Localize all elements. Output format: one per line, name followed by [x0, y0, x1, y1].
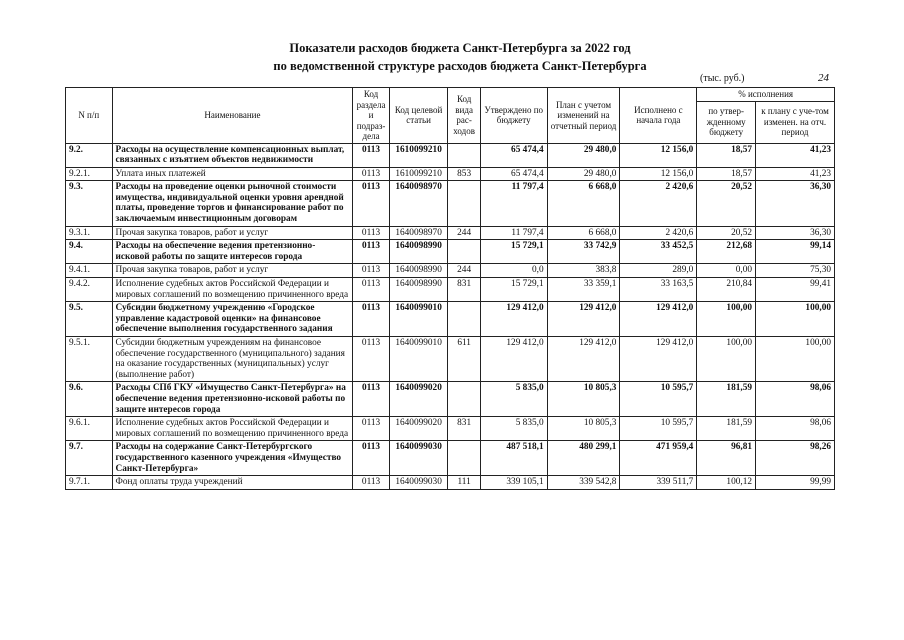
- cell-plan: 383,8: [547, 264, 620, 278]
- cell-pct-approved: 181,59: [697, 417, 756, 441]
- cell-section: 0113: [353, 476, 389, 490]
- col-header-pct-approved: по утвер-жденному бюджету: [697, 101, 756, 143]
- cell-pct-approved: 20,52: [697, 226, 756, 240]
- cell-name: Субсидии бюджетному учреждению «Городское управление кадастровой оценки» на финансовое обеспечение выполнения государственного задания: [112, 302, 353, 337]
- cell-plan: 33 742,9: [547, 240, 620, 264]
- cell-pct-approved: 18,57: [697, 167, 756, 181]
- cell-executed: 2 420,6: [620, 181, 697, 226]
- page-title: Показатели расходов бюджета Санкт-Петербурга за 2022 год: [289, 41, 631, 55]
- cell-approved: 65 474,4: [480, 143, 547, 167]
- cell-num: 9.6.: [66, 382, 113, 417]
- cell-plan: 6 668,0: [547, 181, 620, 226]
- cell-kind: 244: [448, 264, 480, 278]
- cell-name: Расходы на осуществление компенсационных выплат, связанных с изъятием объектов недвижимости: [112, 143, 353, 167]
- cell-name: Уплата иных платежей: [112, 167, 353, 181]
- cell-kind: [448, 181, 480, 226]
- table-row: [66, 441, 835, 476]
- cell-target: 1640098990: [389, 240, 448, 264]
- cell-pct-plan: 36,30: [756, 181, 835, 226]
- cell-executed: 33 163,5: [620, 278, 697, 302]
- cell-approved: 15 729,1: [480, 240, 547, 264]
- cell-pct-approved: 210,84: [697, 278, 756, 302]
- cell-name: Прочая закупка товаров, работ и услуг: [112, 226, 353, 240]
- cell-pct-approved: 212,68: [697, 240, 756, 264]
- cell-num: 9.3.: [66, 181, 113, 226]
- col-header-target: Код целевой статьи: [389, 88, 448, 144]
- cell-approved: 15 729,1: [480, 278, 547, 302]
- table-row: [66, 337, 835, 382]
- cell-plan: 29 480,0: [547, 143, 620, 167]
- cell-section: 0113: [353, 441, 389, 476]
- table-row: [66, 240, 835, 264]
- col-header-approved: Утверждено по бюджету: [480, 88, 547, 144]
- table-row: [66, 143, 835, 167]
- cell-num: 9.4.1.: [66, 264, 113, 278]
- cell-pct-plan: 98,06: [756, 417, 835, 441]
- cell-section: 0113: [353, 337, 389, 382]
- cell-target: 1640098990: [389, 278, 448, 302]
- cell-plan: 29 480,0: [547, 167, 620, 181]
- col-header-pct-plan: к плану с уче-том изменен. на отч. период: [756, 101, 835, 143]
- table-row: [66, 476, 835, 490]
- cell-pct-approved: 18,57: [697, 143, 756, 167]
- cell-target: 1610099210: [389, 143, 448, 167]
- cell-num: 9.3.1.: [66, 226, 113, 240]
- cell-num: 9.5.1.: [66, 337, 113, 382]
- table-row: [66, 264, 835, 278]
- cell-executed: 471 959,4: [620, 441, 697, 476]
- cell-pct-approved: 100,00: [697, 302, 756, 337]
- cell-plan: 129 412,0: [547, 337, 620, 382]
- cell-target: 1640099020: [389, 417, 448, 441]
- cell-num: 9.4.2.: [66, 278, 113, 302]
- cell-target: 1640099010: [389, 337, 448, 382]
- table-row: [66, 167, 835, 181]
- cell-section: 0113: [353, 143, 389, 167]
- cell-approved: 129 412,0: [480, 337, 547, 382]
- cell-name: Расходы на содержание Санкт-Петербургского государственного казенного учреждения «Имущество Санкт-Петербурга»: [112, 441, 353, 476]
- cell-plan: 10 805,3: [547, 382, 620, 417]
- cell-num: 9.2.1.: [66, 167, 113, 181]
- col-header-name: Наименование: [112, 88, 353, 144]
- cell-executed: 33 452,5: [620, 240, 697, 264]
- cell-section: 0113: [353, 382, 389, 417]
- cell-section: 0113: [353, 302, 389, 337]
- cell-name: Расходы на проведение оценки рыночной стоимости имущества, индивидуальной оценки уровня арендной платы, проведение торгов и финансирование работ по заключаемым инвестиционным договорам: [112, 181, 353, 226]
- cell-plan: 339 542,8: [547, 476, 620, 490]
- cell-approved: 5 835,0: [480, 382, 547, 417]
- cell-pct-plan: 100,00: [756, 337, 835, 382]
- cell-kind: [448, 302, 480, 337]
- cell-pct-plan: 36,30: [756, 226, 835, 240]
- cell-pct-approved: 96,81: [697, 441, 756, 476]
- cell-target: 1640099030: [389, 441, 448, 476]
- cell-target: 1640099010: [389, 302, 448, 337]
- table-row: [66, 382, 835, 417]
- table-header: [66, 88, 835, 144]
- cell-target: 1640099020: [389, 382, 448, 417]
- cell-approved: 11 797,4: [480, 226, 547, 240]
- cell-kind: 831: [448, 417, 480, 441]
- cell-executed: 10 595,7: [620, 417, 697, 441]
- cell-section: 0113: [353, 278, 389, 302]
- cell-pct-plan: 100,00: [756, 302, 835, 337]
- cell-section: 0113: [353, 181, 389, 226]
- cell-name: Исполнение судебных актов Российской Федерации и мировых соглашений по возмещению причиненного вреда: [112, 278, 353, 302]
- cell-section: 0113: [353, 226, 389, 240]
- cell-approved: 0,0: [480, 264, 547, 278]
- cell-plan: 10 805,3: [547, 417, 620, 441]
- cell-target: 1640099030: [389, 476, 448, 490]
- budget-table: [65, 87, 835, 490]
- cell-pct-plan: 75,30: [756, 264, 835, 278]
- cell-name: Исполнение судебных актов Российской Федерации и мировых соглашений по возмещению причиненного вреда: [112, 417, 353, 441]
- table-row: [66, 302, 835, 337]
- cell-target: 1640098990: [389, 264, 448, 278]
- cell-num: 9.2.: [66, 143, 113, 167]
- cell-pct-plan: 41,23: [756, 167, 835, 181]
- cell-executed: 10 595,7: [620, 382, 697, 417]
- cell-pct-plan: 98,26: [756, 441, 835, 476]
- table-row: [66, 417, 835, 441]
- table-row: [66, 226, 835, 240]
- cell-approved: 5 835,0: [480, 417, 547, 441]
- cell-pct-plan: 99,14: [756, 240, 835, 264]
- cell-plan: 6 668,0: [547, 226, 620, 240]
- cell-kind: [448, 240, 480, 264]
- cell-kind: 831: [448, 278, 480, 302]
- cell-approved: 129 412,0: [480, 302, 547, 337]
- cell-approved: 11 797,4: [480, 181, 547, 226]
- cell-plan: 129 412,0: [547, 302, 620, 337]
- col-header-num: N п/п: [66, 88, 113, 144]
- cell-executed: 2 420,6: [620, 226, 697, 240]
- page-number: 24: [818, 72, 829, 84]
- cell-executed: 12 156,0: [620, 167, 697, 181]
- cell-num: 9.7.1.: [66, 476, 113, 490]
- cell-pct-approved: 181,59: [697, 382, 756, 417]
- cell-approved: 65 474,4: [480, 167, 547, 181]
- cell-name: Прочая закупка товаров, работ и услуг: [112, 264, 353, 278]
- cell-name: Фонд оплаты труда учреждений: [112, 476, 353, 490]
- cell-pct-approved: 100,12: [697, 476, 756, 490]
- cell-executed: 129 412,0: [620, 337, 697, 382]
- cell-target: 1610099210: [389, 167, 448, 181]
- units-label: (тыс. руб.): [700, 73, 745, 84]
- cell-name: Расходы СПб ГКУ «Имущество Санкт-Петербурга» на обеспечение ведения претензионно-исковой работы по защите интересов города: [112, 382, 353, 417]
- cell-executed: 129 412,0: [620, 302, 697, 337]
- cell-kind: 244: [448, 226, 480, 240]
- cell-kind: [448, 441, 480, 476]
- table-row: [66, 181, 835, 226]
- cell-kind: 853: [448, 167, 480, 181]
- cell-kind: [448, 382, 480, 417]
- cell-name: Субсидии бюджетным учреждениям на финансовое обеспечение государственного (муниципального) задания на оказание государственных (муниципальных) услуг (выполнение работ): [112, 337, 353, 382]
- cell-pct-plan: 99,41: [756, 278, 835, 302]
- page-subtitle: по ведомственной структуре расходов бюджета Санкт-Петербурга: [273, 59, 647, 73]
- col-header-section: Код раздела и подраз-дела: [353, 88, 389, 144]
- cell-section: 0113: [353, 240, 389, 264]
- cell-executed: 289,0: [620, 264, 697, 278]
- cell-target: 1640098970: [389, 226, 448, 240]
- col-header-kind: Код вида рас-ходов: [448, 88, 480, 144]
- cell-approved: 339 105,1: [480, 476, 547, 490]
- cell-kind: [448, 143, 480, 167]
- cell-num: 9.6.1.: [66, 417, 113, 441]
- cell-section: 0113: [353, 264, 389, 278]
- cell-num: 9.7.: [66, 441, 113, 476]
- cell-pct-approved: 20,52: [697, 181, 756, 226]
- cell-target: 1640098970: [389, 181, 448, 226]
- cell-pct-approved: 0,00: [697, 264, 756, 278]
- cell-pct-plan: 41,23: [756, 143, 835, 167]
- cell-num: 9.5.: [66, 302, 113, 337]
- table-body: [66, 143, 835, 489]
- cell-pct-plan: 99,99: [756, 476, 835, 490]
- table-row: [66, 278, 835, 302]
- cell-executed: 339 511,7: [620, 476, 697, 490]
- cell-name: Расходы на обеспечение ведения претензионно-исковой работы по защите интересов города: [112, 240, 353, 264]
- col-header-pct-group: % исполнения: [697, 88, 835, 102]
- cell-pct-approved: 100,00: [697, 337, 756, 382]
- cell-plan: 33 359,1: [547, 278, 620, 302]
- col-header-executed: Исполнено с начала года: [620, 88, 697, 144]
- cell-num: 9.4.: [66, 240, 113, 264]
- cell-kind: 111: [448, 476, 480, 490]
- cell-plan: 480 299,1: [547, 441, 620, 476]
- cell-pct-plan: 98,06: [756, 382, 835, 417]
- cell-approved: 487 518,1: [480, 441, 547, 476]
- cell-kind: 611: [448, 337, 480, 382]
- cell-section: 0113: [353, 417, 389, 441]
- cell-executed: 12 156,0: [620, 143, 697, 167]
- cell-section: 0113: [353, 167, 389, 181]
- col-header-plan: План с учетом изменений на отчетный период: [547, 88, 620, 144]
